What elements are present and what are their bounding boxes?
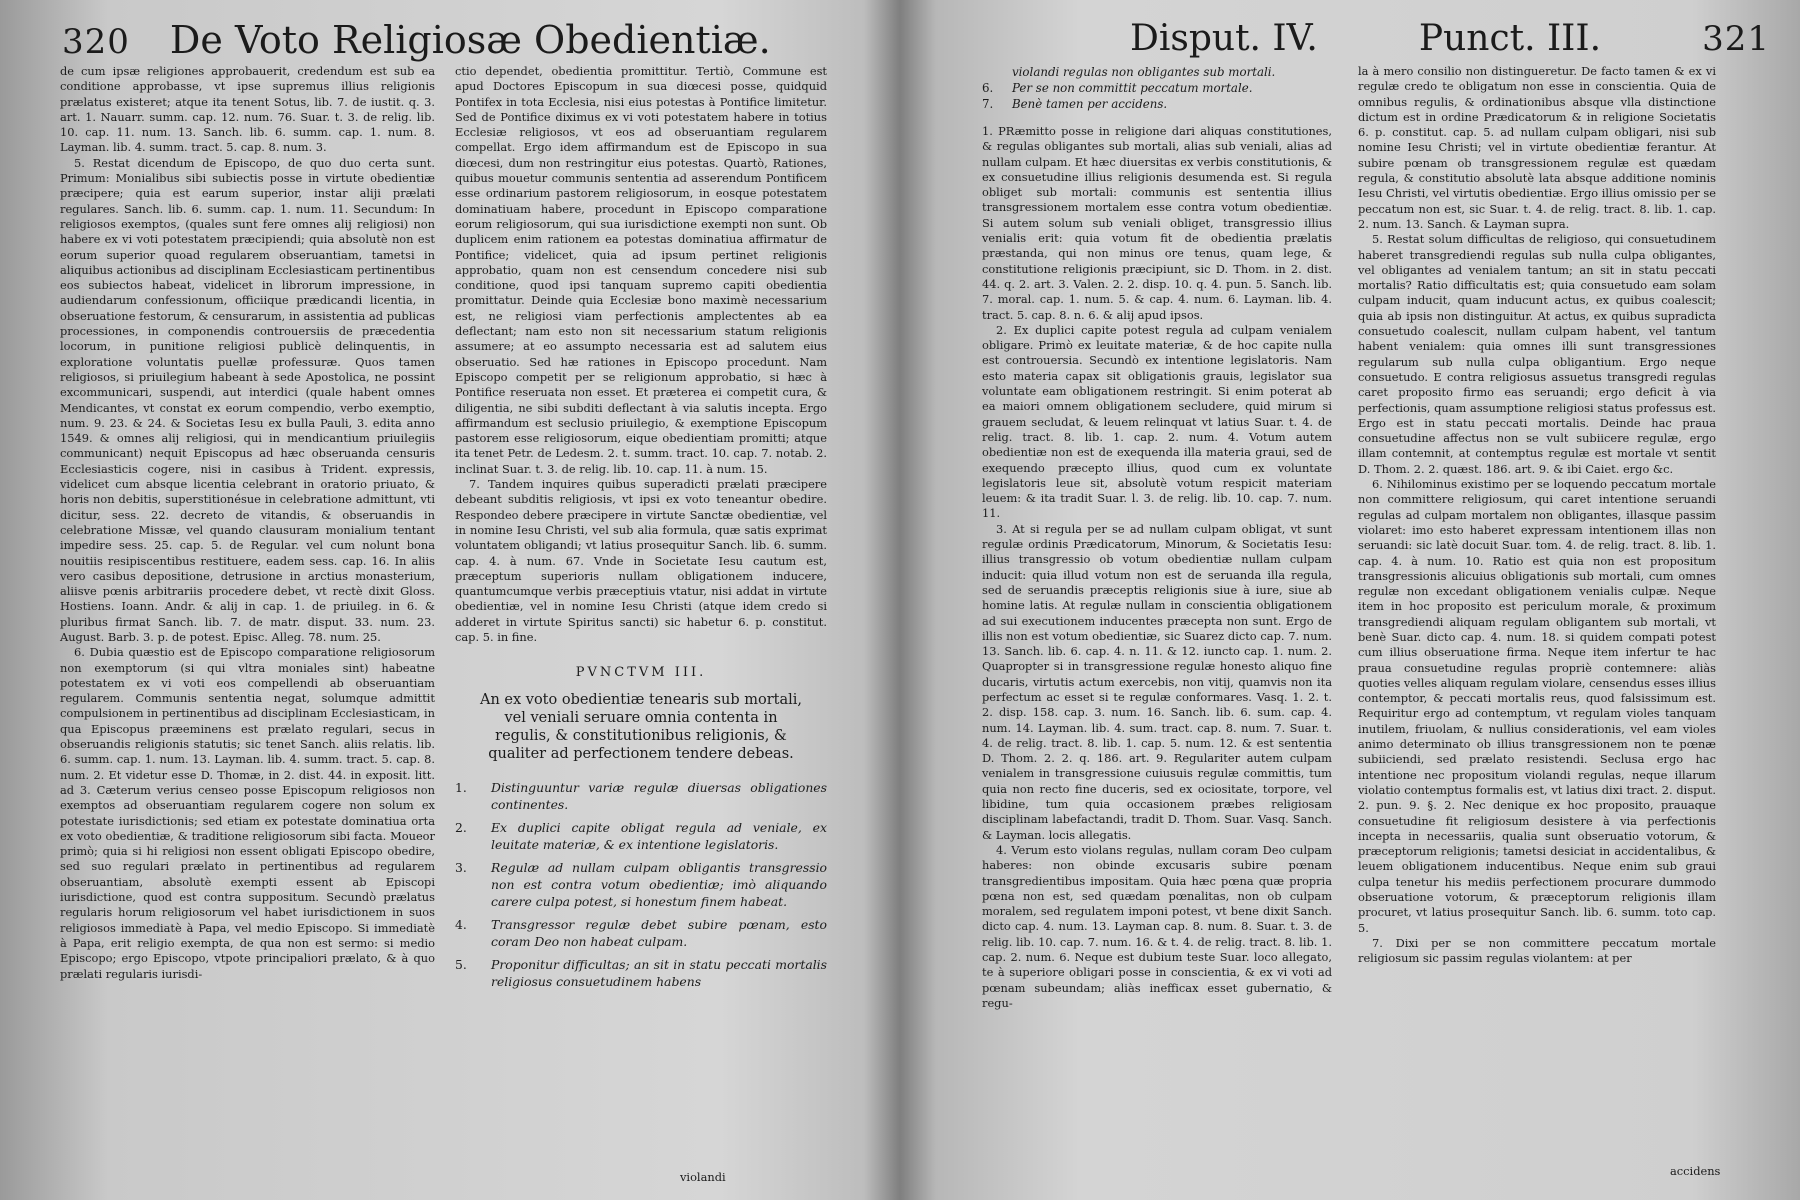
left-column-1 <box>60 64 435 982</box>
paragraph: 5. Restat solum difficultas de religioso, qui consuetudinem haberet transgrediendi regulas sub nulla culpa obligantes, vel obligantes ad venialem tantum; an sit in statu peccati mortalis? Ratio difficultatis est; quia consuetudo eam solam culpam inducit, quam inducunt actus, ex quibus coalescit; quia ab ipsis non distinguitur. At actus, ex quibus supradicta consuetudo coalescit, nullam culpam habent, vel tantum habent venialem: quia omnes illi sunt transgressiones regularum sub nulla culpa obligantium. Ergo neque consuetudo. E contra religiosus assuetus transgredi regulas caret proposito firmo eas seruandi; ergo deficit à via perfectionis, quam assumptione religiosi status professus est. Ergo est in statu peccati mortalis. Deinde hac praua consuetudine affectus non se vult subiicere regulæ, ergo illam contemnit, at contemptus regulæ est mortale vt sentit D. Thom. 2. 2. quæst. 186. art. 9. & ibi Caiet. ergo &c. <box>1358 232 1716 476</box>
summary-item: 7. Benè tamen per accidens. <box>982 97 1168 111</box>
paragraph: ctio dependet, obedientia promittitur. Tertiò, Commune est apud Doctores Episcopum in sua diœcesi posse, quidquid Pontifex in tota Ecclesia, nisi eius potestas à Pontifice limitetur. Sed de Pontifice diximus ex vi voti potestatem habere in totius Ecclesiæ religiosos, vt eos ad obseruantiam regularem compellat. Ergo idem affirmandum est de Episcopo in sua diœcesi, dum non restringitur eius potestas. Quartò, Rationes, quibus mouetur communis sententia ad asserendum Pontificem esse ordinarium pastorem religiosorum, in eosque potestatem dominatiuam habere, procedunt in Episcopo comparatione eorum religiosorum, qui sua iurisdictione exempti non sunt. Ob duplicem enim rationem ea potestas dominatiua affirmatur de Pontifice; videlicet, quia ad ipsum pertinet religionis approbatio, quam non est censendum concedere nisi sub conditione, quod ipsi tanquam supremo capiti obedientia promittatur. Deinde quia Ecclesiæ bono maximè necessarium est, ne religiosi viam perfectionis amplectentes ab ea deflectant; nam esto non sit necessarium statum religionis assumere; at eo assumpto necessaria est ad salutem eius obseruatio. Sed hæ rationes in Episcopo procedunt. Nam Episcopo competit per se religionum approbatio, si hæc à Pontifice reseruata non esset. Et præterea ei competit cura, & diligentia, ne sibi subditi deflectant à via salutis incepta. Ergo affirmandum est seclusio priuilegio, & exemptione Episcopum pastorem esse religiosorum, eique obedientiam promitti; atque ita tenet Petr. de Ledesm. 2. t. summ. tract. 10. cap. 7. notab. 2. inclinat Suar. t. 3. de relig. lib. 10. cap. 11. à num. 15. <box>455 64 827 476</box>
summary-item: 3. Regulæ ad nullam culpam obligantis transgressio non est contra votum obedientiæ; imò aliquando carere culpa potest, si honestum finem habeat. <box>455 859 827 909</box>
summary-item: 6. Per se non committit peccatum mortale. <box>982 81 1253 95</box>
paragraph: 4. Verum esto violans regulas, nullam coram Deo culpam haberes: non obinde excusaris subire pœnam transgredientibus impositam. Quia hæc pœna quæ propria pœna non est, sed quædam pœnalitas, non ob culpam moralem, sed regulatem imponi potest, vt bene dixit Sanch. dicto cap. 4. num. 13. Layman cap. 8. num. 8. Suar. t. 3. de relig. lib. 10. cap. 7. num. 16. & t. 4. de relig. tract. 8. lib. 1. cap. 2. num. 6. Neque est dubium teste Suar. loco allegato, te à superiore obligari posse in conscientia, & ex vi voti ad pœnam subeundam; aliàs inefficax esset gubernatio, & regu- <box>982 842 1332 1010</box>
left-catchword: violandi <box>680 1170 726 1184</box>
paragraph: 6. Dubia quæstio est de Episcopo comparatione religiosorum non exemptorum (si qui vltra moniales sint) habeatne potestatem ex vi voti eos compellendi ab obseruantiam regularem. Communis sententia negat, solumque admittit compulsionem in pertinentibus ad disciplinam Ecclesiasticam, in qua Episcopus præeminens est prælato regulari, secus in obseruandis religionis statutis; sic tenet Sanch. aliis relatis. lib. 6. summ. cap. 1. num. 13. Layman. lib. 4. summ. tract. 5. cap. 8. num. 2. Et videtur esse D. Thomæ, in 2. dist. 44. in exposit. litt. ad 3. Cæterum verius censeo posse Episcopum religiosos non exemptos ad obseruantiam regularem cogere non solum ex potestate iurisdictionis; sed etiam ex potestate dominatiua orta ex voto obedientiæ, & traditione religiosorum sibi facta. Moueor primò; quia si hi religiosi non essent obligati Episcopo obedire, sed suo regulari prælato in pertinentibus ad regularem obseruantiam, absolutè exempti essent ab Episcopi iurisdictione, quod est contra suppositum. Secundò prælatus regularis horum religiosorum vel habet iurisdictionem in suos religiosos immediatè à Papa, vel medio Episcopo. Si immediatè à Papa, erit religio exempta, de qua non est sermo: si medio Episcopo; ergo Episcopo, vtpote principaliori prælato, & à quo prælati regularis iurisdi- <box>60 645 435 981</box>
right-catchword: accidens <box>1670 1164 1721 1178</box>
paragraph: la à mero consilio non distingueretur. De facto tamen & ex vi regulæ credo te obligatum non esse in conscientia. Quia de omnibus regulis, & ordinationibus absque vlla distinctione dictum est in ordine Prædicatorum & in religione Societatis 6. p. constitut. cap. 5. ad nullam culpam obligari, nisi sub nomine Iesu Christi; vel in virtute obedientiæ ferantur. At subire pœnam ob transgressionem regulæ est quædam regula, & constitutio absolutè lata absque additione nominis Iesu Christi, vel virtutis obedientiæ. Ergo illius omissio per se peccatum non est, sic Suar. t. 4. de relig. tract. 8. lib. 1. cap. 2. num. 13. Sanch. & Layman supra. <box>1358 64 1716 231</box>
right-page <box>900 0 1800 1200</box>
section-summary-continued <box>982 64 1332 112</box>
summary-item: 5. Proponitur difficultas; an sit in statu peccati mortalis religiosus consuetudinem habens <box>455 956 827 989</box>
left-running-head <box>62 18 830 70</box>
paragraph: 1. PRæmitto posse in religione dari aliquas constitutiones, & regulas obligantes sub mortali, alias sub veniali, alias ad nullam culpam. Et hæc diuersitas ex verbis constitutionis, & ex consuetudine illius religionis desumenda est. Si regula obliget sub mortali: communis est sententia illius transgressionem mortalem esse contra votum obedientiæ. Si autem solum sub veniali obliget, transgressio illius venialis erit: quia votum fit de obedientia prælatis præstanda, qui non minus ore tenus, quam lege, & constitutione religionis præcipiunt, sic D. Thom. in 2. dist. 44. q. 2. art. 3. Valen. 2. 2. disp. 10. q. 4. pun. 5. Sanch. lib. 7. moral. cap. 1. num. 5. & cap. 4. num. 6. Layman. lib. 4. tract. 5. cap. 8. n. 6. & alij apud ipsos. <box>982 124 1332 322</box>
section-question: An ex voto obedientiæ tenearis sub mortali, vel veniali seruare omnia contenta in regulis, & constitutionibus religionis, & qualiter ad perfectionem tendere debeas. <box>479 691 803 762</box>
summary-item: 1. Distinguuntur variæ regulæ diuersas obligationes continentes. <box>455 779 827 812</box>
right-page-number: 321 <box>1702 19 1770 59</box>
right-running-punctum: Punct. III. <box>1418 18 1602 59</box>
summary-item: violandi regulas non obligantes sub mortali. <box>1012 65 1276 79</box>
paragraph: 6. Nihilominus existimo per se loquendo peccatum mortale non committere religiosum, qui caret intentione seruandi regulas ad culpam mortalem non obligantes, illasque passim violaret: imo esto haberet expressam intentionem illas non seruandi: sic latè docuit Suar. tom. 4. de relig. tract. 8. lib. 1. cap. 4. à num. 10. Ratio est quia non est propositum transgressionis alicuius obligationis sub mortali, cum omnes regulæ non excedant obligationem venialis culpæ. Neque item in hoc proposito est periculum morale, & proximum transgrediendi aliquam regulam obligantem sub mortali, vt benè Suar. dicto cap. 4. num. 18. si quidem compati potest cum illius obseruatione firma. Neque item infertur te hac praua consuetudine regulas propriè contemnere: aliàs quoties velles aliquam regulam violare, censendus esses illius contemptor, & peccati mortalis reus, quod falsissimum est. Requiritur ergo ad contemptum, vt regulam violes tanquam inutilem, friuolam, & nullius considerationis, vel eam violes animo determinato ob illius transgressionem non te pœnæ subiiciendi, sed prælato resistendi. Seclusa ergo hac intentione nec propositum violandi regulas, neque illarum violatio contemptus formalis est, vt latius dixi tract. 2. disput. 2. pun. 9. §. 2. Nec denique ex hoc proposito, prauaque consuetudine fit religiosum desistere à via perfectionis incepta in necessariis, qualia sunt obseruatio votorum, & præceptorum religionis; tametsi desiciat in accidentalibus, & leuem obligationem inducentibus. Neque enim sub graui culpa tenetur his mediis perfectionem procurare dummodo obseruatione votorum, & præceptorum religionis illam procuret, vt latius prosequitur Sanch. lib. 6. summ. toto cap. 5. <box>1358 477 1716 935</box>
right-running-head <box>1130 18 1770 70</box>
section-heading: PVNCTVM III. <box>575 665 707 681</box>
summary-item: 2. Ex duplici capite obligat regula ad veniale, ex leuitate materiæ, & ex intentione legislatoris. <box>455 819 827 852</box>
right-running-disputation: Disput. IV. <box>1130 18 1318 59</box>
paragraph: 5. Restat dicendum de Episcopo, de quo duo certa sunt. Primum: Monialibus sibi subiectis posse in virtute obedientiæ præcipere; quia est earum superior, instar aliji prælati regulares. Sanch. lib. 6. summ. cap. 1. num. 11. Secundum: In religiosos exemptos, (quales sunt fere omnes alij religiosi) non habere ex vi voti potestatem præcipiendi; quia absolutè non est eorum superior quoad regularem obseruantiam, tametsi in aliquibus actionibus ad disciplinam Ecclesiasticam pertinentibus eos subiectos habeat, videlicet in librorum impressione, in audiendarum confessionum, officiique prædicandi licentia, in obseruatione festorum, & censurarum, in assistentia ad publicas processiones, in componendis controuersiis de præcedentia locorum, in punitione religiosi publicè delinquentis, in exploratione voluntatis puellæ professuræ. Quos tamen religiosos, si priuilegium habeant à sede Apostolica, ne possint excommunicari, suspendi, aut interdici (quale habent omnes Mendicantes, vt constat ex eorum compendio, verbo exemptio, num. 9. 23. & 24. & Societas Iesu ex bulla Pauli, 3. edita anno 1549. & omnes alij religiosi, qui in mendicantium priuilegiis communicant) nequit Episcopus ad hæc obseruanda censuris Ecclesiasticis cogere, nisi in casibus à Trident. expressis, videlicet cum absque licentia celebrant in oratorio priuato, & horis non debitis, superstitionésue in celebratione admittunt, vti dicitur, sess. 22. decreto de vitandis, & obseruandis in celebratione Missæ, vel quando clausuram monialium tentant impedire sess. 25. cap. 5. de Regular. vel cum nolunt bona nouitiis resipiscentibus restituere, eadem sess. cap. 16. In aliis vero casibus depositione, detrusione in arctius monasterium, aliisve pœnis arbitrariis procedere debet, vt rectè dixit Gloss. Hostiens. Ioann. Andr. & alij in cap. 1. de priuileg. in 6. & pluribus firmat Sanch. lib. 7. de matr. disput. 33. num. 23. August. Barb. 3. p. de potest. Episc. Alleg. 78. num. 25. <box>60 155 435 644</box>
left-column-2 <box>455 64 827 996</box>
paragraph: 2. Ex duplici capite potest regula ad culpam venialem obligare. Primò ex leuitate materiæ, & de hoc capite nulla est controuersia. Secundò ex intentione legislatoris. Nam esto materia capax sit obligationis grauis, legislator sua voluntate eam obligationem restringit. Si enim poterat ab ea maiori omnem obligationem secludere, quid mirum si grauem secludat, & leuem relinquat vt latius Suar. t. 4. de relig. tract. 8. lib. 1. cap. 2. num. 4. Votum autem obedientiæ non est de exequenda illa materia graui, sed de exequendo præcepto illius, quod cum ex voluntate legislatoris leue sit, absolutè votum respicit materiam leuem: & ita tradit Suar. l. 3. de relig. lib. 10. cap. 7. num. 11. <box>982 322 1332 521</box>
paragraph: 3. At si regula per se ad nullam culpam obligat, vt sunt regulæ ordinis Prædicatorum, Minorum, & Societatis Iesu: illius transgressio ob votum obedientiæ nullam culpam inducit: quia illud votum non est de seruanda illa regula, sed de seruandis præceptis religionis siue à iure, siue ab homine latis. At regulæ nullam in conscientia obligationem ad sui executionem inducentes præcepta non sunt. Ergo de illis non est votum obedientiæ, sic Suarez dicto cap. 7. num. 13. Sanch. lib. 6. cap. 4. n. 11. & 12. iuncto cap. 1. num. 2. Quapropter si in transgressione regulæ honesto aliquo fine ducaris, virtutis actum exercebis, non vitij, quamvis non ita perfectum ac esset si te regulæ conformares. Vasq. 1. 2. t. 2. disp. 158. cap. 3. num. 16. Sanch. lib. 6. sum. cap. 4. num. 14. Layman. lib. 4. sum. tract. cap. 8. num. 7. Suar. t. 4. de relig. tract. 8. lib. 1. cap. 5. num. 12. & est sententia D. Thom. 2. 2. q. 186. art. 9. Regulariter autem culpam venialem in transgressione cuiusuis regulæ committis, tum quia non recto fine duceris, sed ex ociositate, torpore, vel libidine, tum quia occasionem præbes religiosam disciplinam labefactandi, tradit D. Thom. Suar. Vasq. Sanch. & Layman. locis allegatis. <box>982 521 1332 842</box>
paragraph: de cum ipsæ religiones approbauerit, credendum est sub ea conditione approbasse, vt ipse supremus illius religionis prælatus existeret; atque ita tenent Sotus, lib. 7. de iustit. q. 3. art. 1. Nauarr. summ. cap. 12. num. 76. Suar. t. 3. de relig. lib. 10. cap. 11. num. 13. Sanch. lib. 6. summ. cap. 1. num. 8. Layman. lib. 4. summ. tract. 5. cap. 8. num. 3. <box>60 64 435 155</box>
right-column-1 <box>982 64 1332 1011</box>
paragraph: 7. Dixi per se non committere peccatum mortale religiosum sic passim regulas violantem: at per <box>1358 935 1716 966</box>
summary-item: 4. Transgressor regulæ debet subire pœnam, esto coram Deo non habeat culpam. <box>455 916 827 949</box>
left-page-number: 320 <box>62 22 130 62</box>
paragraph: 7. Tandem inquires quibus superadicti prælati præcipere debeant subditis religiosis, vt ipsi ex voto teneantur obedire. Respondeo debere præcipere in virtute Sanctæ obedientiæ, vel in nomine Iesu Christi, vel sub alia formula, quæ satis exprimat voluntatem obligandi; vt latius prosequitur Sanch. lib. 6. summ. cap. 4. à num. 67. Vnde in Societate Iesu cautum est, præceptum superioris nullam obligationem inducere, quantumcumque verbis præceptiuis vtatur, nisi addat in virtute obedientiæ, vel in nomine Iesu Christi (atque idem credo si adderet in virtute Spiritus sancti) sic habetur 6. p. constitut. cap. 5. in fine. <box>455 477 827 644</box>
left-running-title: De Voto Religiosæ Obedientiæ. <box>169 18 771 62</box>
section-summary <box>455 779 827 990</box>
right-column-2 <box>1358 64 1716 967</box>
